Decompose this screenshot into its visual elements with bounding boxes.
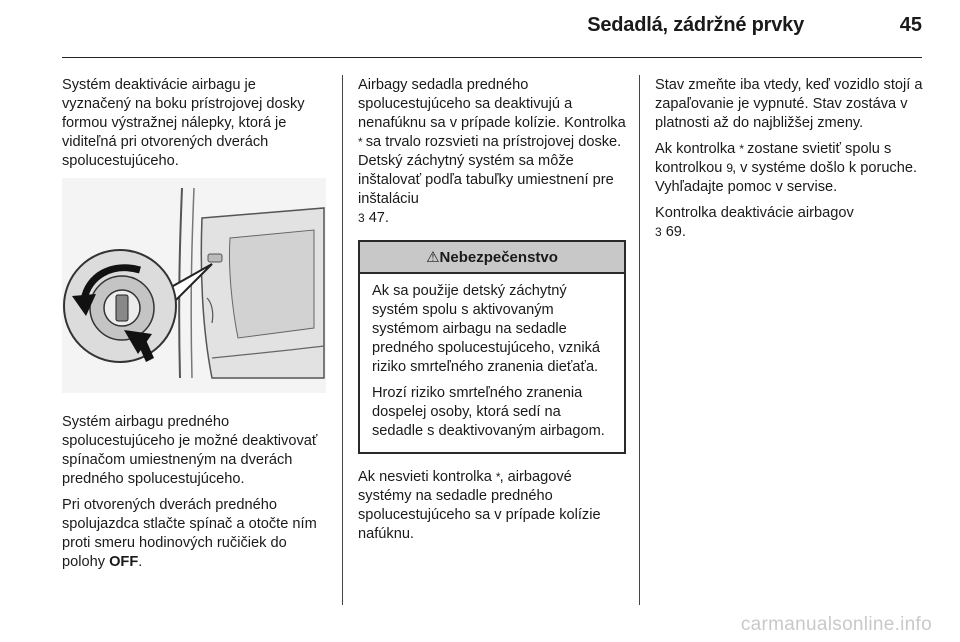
col3-paragraph-2-c: , v systéme došlo k poruche. Vyhľadajte pomoc v servise. xyxy=(655,160,918,195)
col3-paragraph-3 xyxy=(655,204,925,242)
col1-paragraph-3-text: Pri otvorených dverách predného spolujazdca stlačte spínač a otočte ním proti smeru hodinových ručičiek do polohy xyxy=(62,497,317,570)
col2-paragraph-2-b: , airbagové systémy na sedadle predného spolucestujúceho sa v prípade kolízie nafúknu. xyxy=(358,469,601,542)
door-switch-figure xyxy=(62,178,326,393)
column-2 xyxy=(358,76,626,551)
page-reference-arrow-icon: 3 xyxy=(358,211,365,225)
warning-title: Nebezpečenstvo xyxy=(439,249,558,266)
col2-paragraph-1-b: sa trvalo rozsvieti na prístrojovej doske. Detský záchytný systém sa môže inštalovať podľa tabuľky umiestnení pre inštaláciu xyxy=(358,134,622,207)
warning-body xyxy=(360,274,624,452)
warning-triangle-icon: ⚠ xyxy=(426,249,440,266)
page-header-title: Sedadlá, zádržné prvky xyxy=(587,14,804,36)
airbag-off-indicator-icon: * xyxy=(358,135,362,149)
warning-box xyxy=(358,240,626,454)
warning-paragraph-2: Hrozí riziko smrteľného zranenia dospelej osoby, ktorá sedí na sedadle s deaktivovaným airbagom. xyxy=(372,385,605,439)
page-number: 45 xyxy=(899,14,922,36)
col2-paragraph-2-a: Ak nesvieti kontrolka xyxy=(358,469,496,485)
col2-paragraph-2 xyxy=(358,468,626,544)
col1-paragraph-1: Systém deaktivácie airbagu je vyznačený na boku prístrojovej dosky formou výstražnej nálepky, ktorá je viditeľná pri otvorených dverách spolucestujúceho. xyxy=(62,77,305,169)
airbag-off-indicator-icon-2: * xyxy=(495,470,500,484)
col1-paragraph-3 xyxy=(62,496,328,572)
warning-header xyxy=(360,242,624,274)
column-divider-1 xyxy=(342,75,343,605)
col3-paragraph-2 xyxy=(655,140,925,197)
header-rule xyxy=(62,57,922,58)
column-divider-2 xyxy=(639,75,640,605)
col3-paragraph-2-a: Ak kontrolka xyxy=(655,141,740,157)
page-reference-69[interactable]: 69. xyxy=(665,224,686,240)
off-position-label: OFF xyxy=(109,554,139,570)
col2-paragraph-1 xyxy=(358,76,626,228)
col3-paragraph-3-text: Kontrolka deaktivácie airbagov xyxy=(655,205,854,221)
col1-paragraph-3-end: . xyxy=(138,554,143,570)
column-1 xyxy=(62,76,328,579)
page-reference-arrow-icon-2: 3 xyxy=(655,225,662,239)
col3-paragraph-2-b: zostane svietiť spolu s kontrolkou xyxy=(655,141,892,176)
watermark: carmanualsonline.info xyxy=(740,614,932,635)
col3-paragraph-1: Stav zmeňte iba vtedy, keď vozidlo stojí a zapaľovanie je vypnuté. Stav zostáva v platnosti až do najbližšej zmeny. xyxy=(655,77,923,131)
airbag-indicator-icon: 9 xyxy=(726,161,733,175)
col2-paragraph-1-a: Airbagy sedadla predného spolucestujúceho sa deaktivujú a nenafúknu sa v prípade kolízie. Kontrolka xyxy=(358,77,626,131)
col1-paragraph-2: Systém airbagu predného spolucestujúceho je možné deaktivovať spínačom umiestneným na dverách predného spolucestujúceho. xyxy=(62,414,318,487)
warning-paragraph-1: Ak sa použije detský záchytný systém spolu s aktivovaným systémom airbagu na sedadle predného spolucestujúceho, vzniká riziko smrteľného zranenia dieťaťa. xyxy=(372,283,600,375)
page-reference-47[interactable]: 47. xyxy=(368,210,389,226)
door-switch-illustration xyxy=(62,178,326,393)
column-3 xyxy=(655,76,925,249)
airbag-off-indicator-icon-3: * xyxy=(739,142,744,156)
